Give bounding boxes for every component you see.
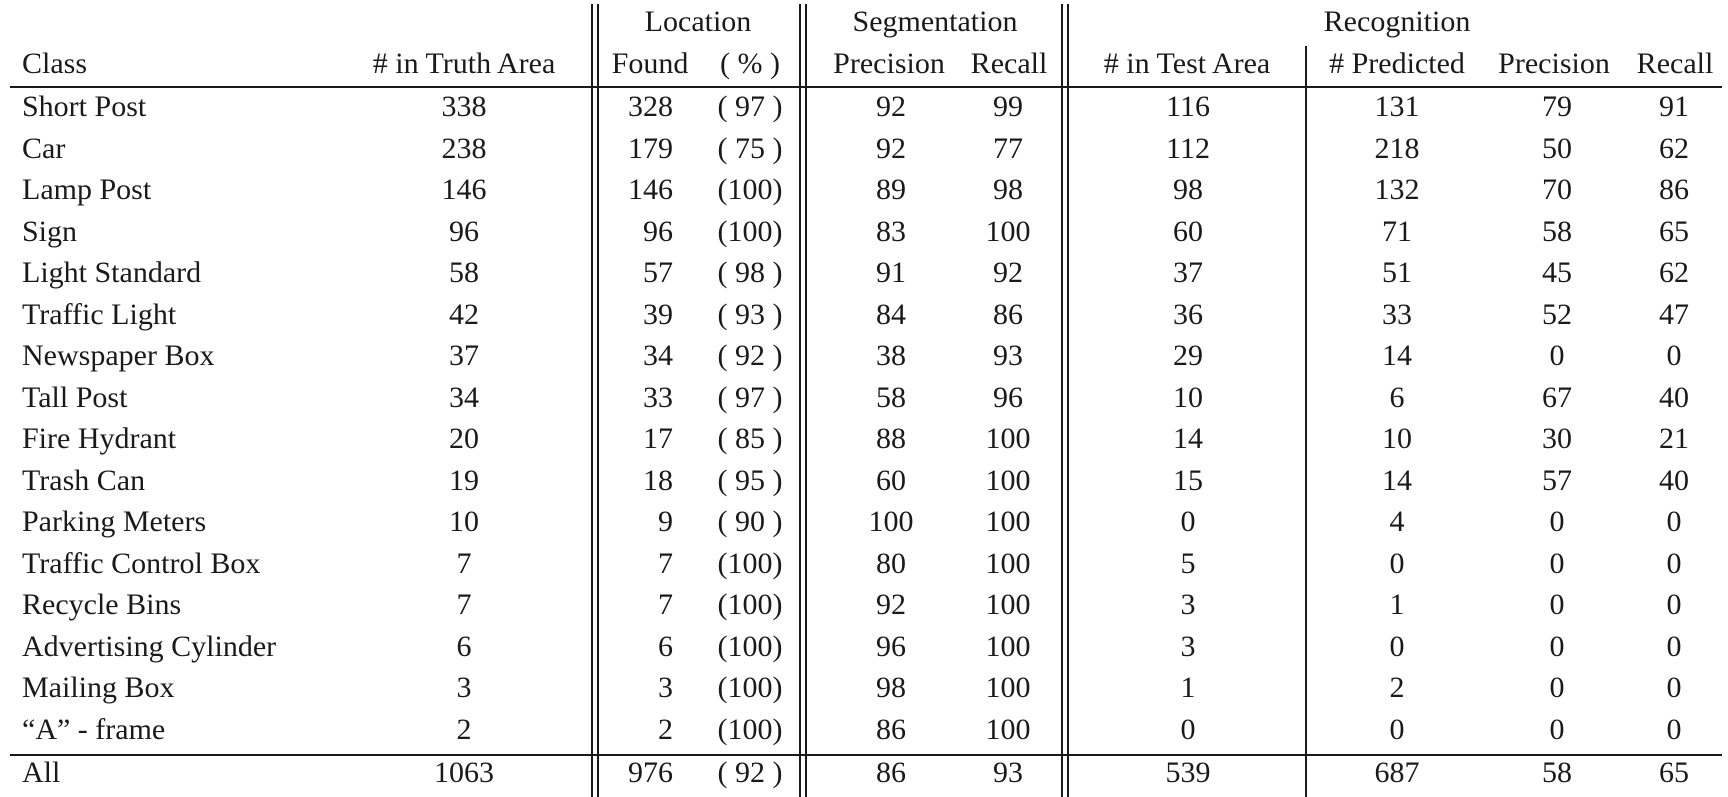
- cell-rec-r: 65: [1659, 214, 1689, 248]
- cell-found: 18: [643, 463, 673, 497]
- divider-location-seg-b: [805, 4, 807, 797]
- cell-seg-r: 100: [985, 671, 1031, 704]
- cell-found: 3: [658, 671, 673, 704]
- cell-rec-p: 0: [1549, 588, 1565, 621]
- header-rec-precision: Precision: [1498, 47, 1610, 80]
- cell-rec-r: 0: [1666, 546, 1682, 580]
- cell-rec-r: 0: [1666, 505, 1682, 538]
- total-rec-r: 65: [1659, 756, 1689, 789]
- divider-truth-location-b: [597, 4, 599, 797]
- cell-seg-r: 100: [985, 214, 1031, 248]
- cell-rec-r: 91: [1659, 90, 1689, 123]
- cell-found: 328: [628, 90, 673, 123]
- cell-pred: 218: [1374, 131, 1420, 165]
- cell-found: 179: [628, 131, 673, 165]
- cell-pct: (100): [717, 588, 783, 621]
- cell-seg-r: 100: [985, 546, 1031, 580]
- cell-pred: 0: [1389, 712, 1405, 746]
- cell-seg-p: 38: [876, 339, 906, 372]
- cell-rec-r: 0: [1666, 588, 1682, 621]
- cell-truth: 10: [449, 505, 479, 538]
- cell-rec-r: 0: [1666, 712, 1682, 746]
- header-location-group: Location: [644, 5, 752, 38]
- cell-rec-r: 40: [1659, 380, 1689, 414]
- cell-test: 3: [1180, 588, 1196, 621]
- cell-pred: 1: [1389, 588, 1405, 621]
- header-seg-recall: Recall: [970, 47, 1048, 80]
- cell-pred: 33: [1382, 297, 1412, 331]
- cell-pct: (100): [717, 629, 783, 663]
- cell-rec-p: 0: [1549, 546, 1565, 580]
- cell-truth: 338: [441, 90, 487, 123]
- cell-found: 6: [658, 629, 673, 663]
- cell-seg-p: 92: [876, 131, 906, 165]
- cell-seg-r: 96: [993, 380, 1023, 414]
- divider-truth-location-a: [591, 4, 593, 797]
- header-found: Found: [611, 47, 689, 80]
- cell-pred: 14: [1382, 463, 1412, 497]
- cell-truth: 6: [456, 629, 472, 663]
- cell-test: 1: [1180, 671, 1196, 704]
- cell-seg-p: 92: [876, 588, 906, 621]
- total-truth: 1063: [434, 756, 494, 789]
- cell-truth: 20: [449, 422, 479, 455]
- total-pct: ( 92 ): [717, 756, 783, 789]
- cell-found: 2: [658, 712, 673, 746]
- cell-found: 146: [628, 173, 673, 206]
- cell-seg-p: 84: [876, 297, 906, 331]
- cell-rec-p: 0: [1549, 712, 1565, 746]
- cell-seg-r: 100: [985, 505, 1031, 538]
- cell-seg-r: 100: [985, 588, 1031, 621]
- cell-found: 33: [643, 380, 673, 414]
- cell-truth: 7: [456, 546, 472, 580]
- cell-test: 36: [1173, 297, 1203, 331]
- header-rule: [10, 86, 1722, 88]
- divider-seg-rec-b: [1067, 4, 1069, 797]
- cell-rec-r: 47: [1659, 297, 1689, 331]
- cell-truth: 37: [449, 339, 479, 372]
- cell-rec-p: 0: [1549, 671, 1565, 704]
- cell-found: 17: [643, 422, 673, 455]
- cell-seg-r: 77: [993, 131, 1023, 165]
- divider-location-seg-a: [799, 4, 801, 797]
- cell-seg-p: 98: [876, 671, 906, 704]
- divider-seg-rec-a: [1061, 4, 1063, 797]
- row-class-label: Tall Post: [22, 380, 128, 414]
- total-test: 539: [1165, 756, 1211, 789]
- header-found-pct: ( % ): [720, 47, 780, 80]
- cell-pct: ( 93 ): [717, 297, 783, 331]
- row-class-label: Lamp Post: [22, 173, 152, 206]
- divider-test-predicted: [1305, 46, 1307, 797]
- cell-pct: (100): [717, 712, 783, 746]
- cell-seg-r: 86: [993, 297, 1023, 331]
- cell-seg-r: 100: [985, 422, 1031, 455]
- total-pred: 687: [1374, 756, 1420, 789]
- cell-rec-p: 79: [1542, 90, 1572, 123]
- cell-found: 57: [643, 256, 673, 289]
- cell-rec-p: 57: [1542, 463, 1572, 497]
- cell-rec-p: 50: [1542, 131, 1572, 165]
- cell-found: 34: [643, 339, 673, 372]
- row-class-label: Light Standard: [22, 256, 202, 289]
- cell-rec-p: 70: [1542, 173, 1572, 206]
- cell-seg-p: 58: [876, 380, 906, 414]
- cell-truth: 2: [456, 712, 472, 746]
- cell-found: 7: [658, 588, 673, 621]
- cell-rec-p: 67: [1542, 380, 1572, 414]
- cell-test: 29: [1173, 339, 1203, 372]
- cell-rec-r: 0: [1666, 671, 1682, 704]
- cell-truth: 7: [456, 588, 472, 621]
- cell-seg-r: 100: [985, 629, 1031, 663]
- cell-test: 0: [1180, 712, 1196, 746]
- cell-rec-p: 0: [1549, 505, 1565, 538]
- cell-pred: 0: [1389, 629, 1405, 663]
- cell-seg-p: 91: [876, 256, 906, 289]
- header-rec-recall: Recall: [1636, 47, 1714, 80]
- cell-seg-r: 98: [993, 173, 1023, 206]
- cell-pred: 14: [1382, 339, 1412, 372]
- row-class-label: “A” - frame: [22, 712, 166, 746]
- cell-pred: 71: [1382, 214, 1412, 248]
- row-class-label: Sign: [22, 214, 78, 248]
- cell-truth: 34: [449, 380, 479, 414]
- cell-pct: ( 90 ): [717, 505, 783, 538]
- cell-pct: ( 85 ): [717, 422, 783, 455]
- header-truth-area: # in Truth Area: [372, 47, 556, 80]
- cell-pct: (100): [717, 214, 783, 248]
- cell-truth: 19: [449, 463, 479, 497]
- cell-pred: 4: [1389, 505, 1405, 538]
- total-rec-p: 58: [1542, 756, 1572, 789]
- total-found: 976: [628, 756, 673, 789]
- cell-test: 60: [1173, 214, 1203, 248]
- cell-truth: 3: [456, 671, 472, 704]
- row-class-label: Advertising Cylinder: [22, 629, 277, 663]
- cell-found: 7: [658, 546, 673, 580]
- row-class-label: Mailing Box: [22, 671, 175, 704]
- row-class-label: Newspaper Box: [22, 339, 215, 372]
- cell-pct: ( 97 ): [717, 90, 783, 123]
- header-class: Class: [22, 47, 88, 80]
- cell-truth: 146: [441, 173, 487, 206]
- cell-truth: 238: [441, 131, 487, 165]
- cell-test: 0: [1180, 505, 1196, 538]
- row-class-label: Fire Hydrant: [22, 422, 177, 455]
- row-class-label: Traffic Light: [22, 297, 177, 331]
- cell-rec-r: 21: [1659, 422, 1689, 455]
- cell-test: 3: [1180, 629, 1196, 663]
- cell-seg-p: 100: [868, 505, 914, 538]
- cell-pct: (100): [717, 546, 783, 580]
- cell-pct: ( 97 ): [717, 380, 783, 414]
- header-recognition-group: Recognition: [1323, 5, 1471, 38]
- cell-seg-r: 100: [985, 712, 1031, 746]
- cell-rec-p: 0: [1549, 629, 1565, 663]
- cell-pred: 0: [1389, 546, 1405, 580]
- header-test-area: # in Test Area: [1103, 47, 1271, 80]
- row-class-label: Trash Can: [22, 463, 146, 497]
- cell-test: 10: [1173, 380, 1203, 414]
- row-class-label: Short Post: [22, 90, 147, 123]
- cell-rec-r: 86: [1659, 173, 1689, 206]
- cell-pred: 2: [1389, 671, 1405, 704]
- cell-pred: 6: [1389, 380, 1405, 414]
- cell-test: 15: [1173, 463, 1203, 497]
- cell-test: 37: [1173, 256, 1203, 289]
- cell-rec-r: 40: [1659, 463, 1689, 497]
- cell-test: 116: [1166, 90, 1210, 123]
- cell-pct: (100): [717, 671, 783, 704]
- total-seg-p: 86: [876, 756, 906, 789]
- cell-truth: 42: [449, 297, 479, 331]
- cell-pct: (100): [717, 173, 783, 206]
- cell-seg-p: 80: [876, 546, 906, 580]
- cell-seg-p: 96: [876, 629, 906, 663]
- cell-pred: 132: [1374, 173, 1420, 206]
- row-class-label: Traffic Control Box: [22, 546, 261, 580]
- cell-rec-r: 62: [1659, 256, 1689, 289]
- cell-seg-r: 99: [993, 90, 1023, 123]
- cell-rec-r: 0: [1666, 629, 1682, 663]
- row-class-label: Parking Meters: [22, 505, 207, 538]
- row-class-label: Recycle Bins: [22, 588, 182, 621]
- cell-seg-p: 92: [876, 90, 906, 123]
- cell-found: 96: [643, 214, 673, 248]
- cell-found: 39: [643, 297, 673, 331]
- total-seg-r: 93: [993, 756, 1023, 789]
- cell-pct: ( 95 ): [717, 463, 783, 497]
- cell-seg-r: 92: [993, 256, 1023, 289]
- cell-pred: 51: [1382, 256, 1412, 289]
- header-predicted: # Predicted: [1329, 47, 1465, 80]
- cell-rec-r: 0: [1666, 339, 1682, 372]
- cell-rec-p: 45: [1542, 256, 1572, 289]
- cell-found: 9: [658, 505, 673, 538]
- cell-rec-p: 58: [1542, 214, 1572, 248]
- row-class-label: Car: [22, 131, 66, 165]
- cell-rec-p: 52: [1542, 297, 1572, 331]
- cell-rec-p: 0: [1549, 339, 1565, 372]
- cell-test: 98: [1173, 173, 1203, 206]
- cell-pct: ( 75 ): [717, 131, 783, 165]
- cell-pred: 131: [1374, 90, 1420, 123]
- cell-seg-p: 60: [876, 463, 906, 497]
- cell-truth: 96: [449, 214, 479, 248]
- cell-seg-p: 89: [876, 173, 906, 206]
- cell-test: 5: [1180, 546, 1196, 580]
- cell-pred: 10: [1382, 422, 1412, 455]
- cell-seg-p: 86: [876, 712, 906, 746]
- cell-pct: ( 98 ): [717, 256, 783, 289]
- cell-truth: 58: [449, 256, 479, 289]
- cell-test: 14: [1173, 422, 1203, 455]
- cell-seg-r: 100: [985, 463, 1031, 497]
- header-seg-precision: Precision: [833, 47, 945, 80]
- total-row-label: All: [22, 756, 61, 789]
- cell-rec-r: 62: [1659, 131, 1689, 165]
- cell-rec-p: 30: [1542, 422, 1572, 455]
- cell-seg-r: 93: [993, 339, 1023, 372]
- cell-seg-p: 83: [876, 214, 906, 248]
- header-segmentation-group: Segmentation: [852, 5, 1018, 38]
- cell-pct: ( 92 ): [717, 339, 783, 372]
- cell-seg-p: 88: [876, 422, 906, 455]
- cell-test: 112: [1166, 131, 1210, 165]
- total-rule: [10, 754, 1722, 756]
